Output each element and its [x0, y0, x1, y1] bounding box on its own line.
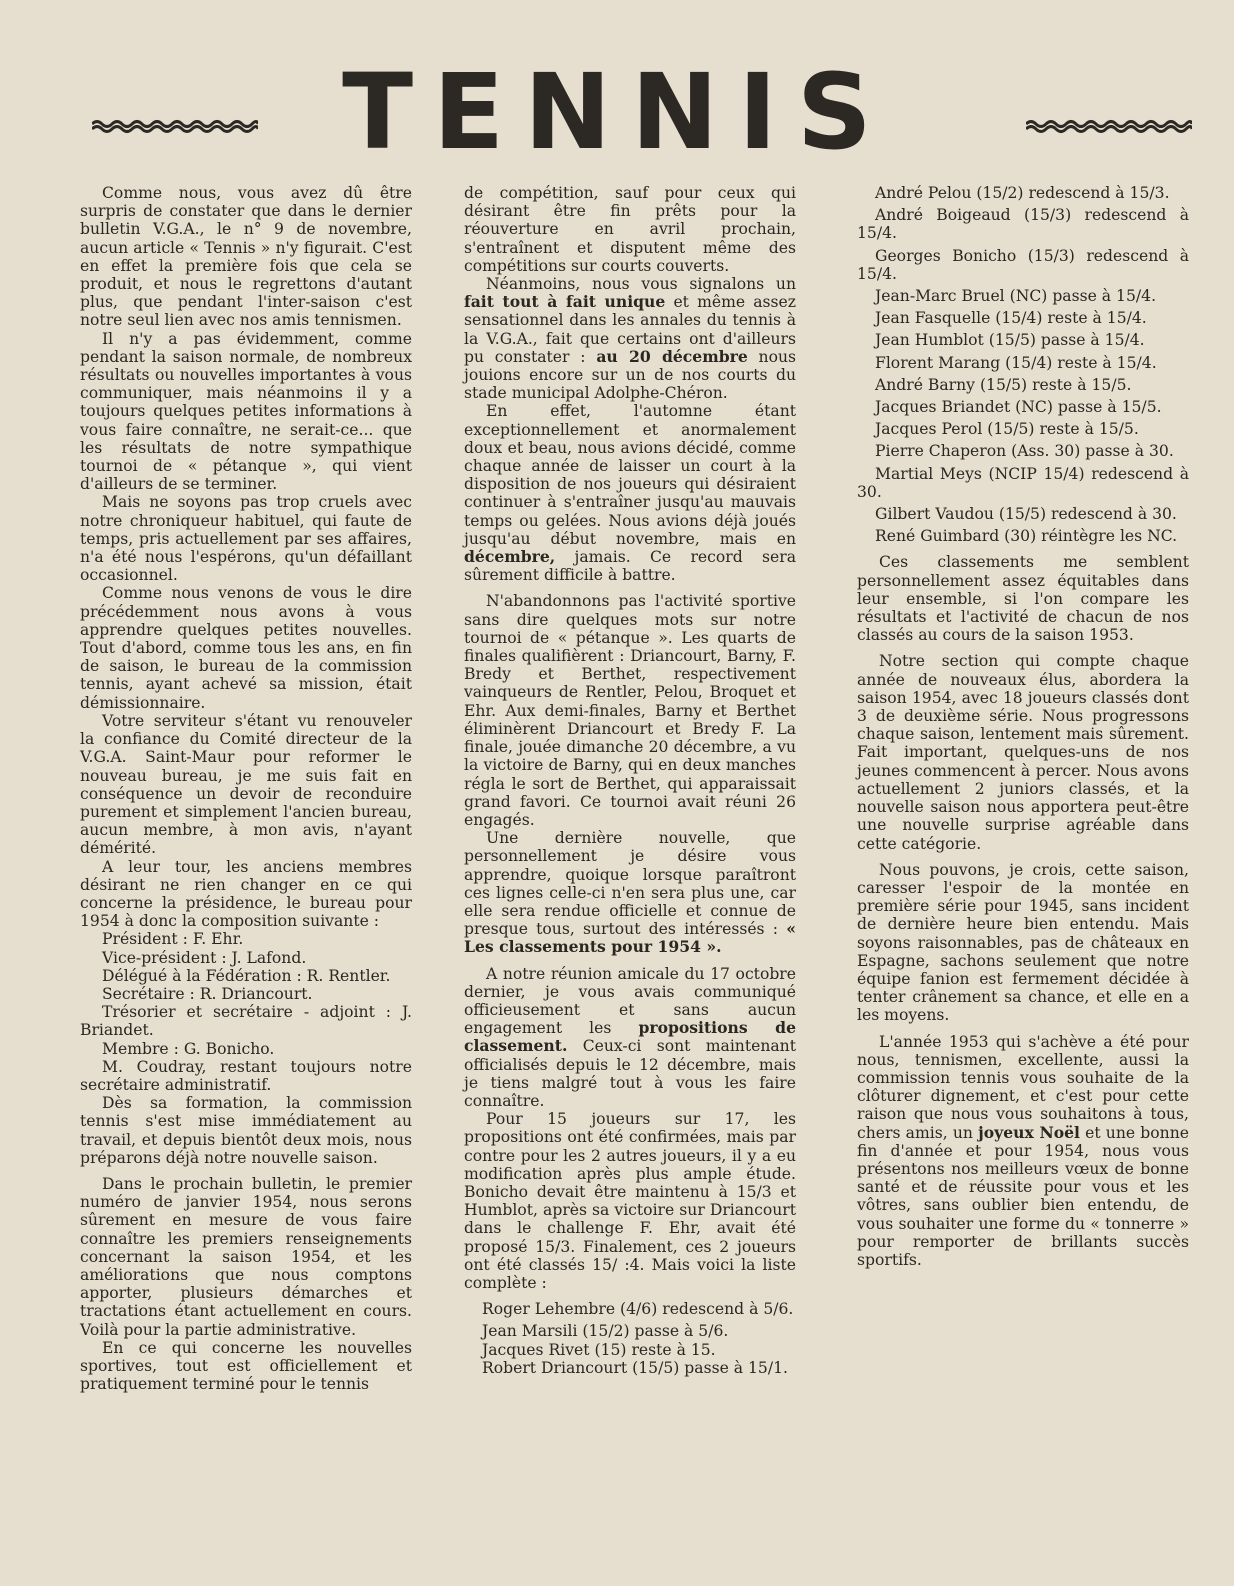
article-column-1: [80, 184, 412, 1393]
paragraph: Il n'y a pas évidemment, comme pendant la saison normale, de nombreux résultats ou nouvelles importantes à vous communiquer, mais néanmoins il y a toujours quelques petites informations à vous faire connaître, ne serait-ce... que les résultats de notre sympathique tournoi de « pétanque », qui vient d'ailleurs de se terminer.: [80, 329, 412, 494]
paragraph: Dans le prochain bulletin, le premier numéro de janvier 1954, nous serons sûrement en mesure de vous faire connaître les premiers renseignements concernant la saison 1954, et les améliorations que nous comptons apporter, plusieurs démarches et tractations étant actuellement en cours. Voilà pour la partie administrative.: [80, 1174, 412, 1339]
page-title: TENNIS: [342, 51, 892, 173]
paragraph: Notre section qui compte chaque année de nouveaux élus, abordera la saison 1954, avec 18 joueurs classés dont 3 de deuxième série. Nous progressons chaque saison, lentement mais sûrement. Fait important, quelques-uns de nos jeunes commencent à percer. Nous avons actuellement 2 juniors classés, et la nouvelle saison nous apportera peut-être une nouvelle surprise agréable dans cette catégorie.: [857, 652, 1189, 853]
ranking-item: Roger Lehembre (4/6) redescend à 5/6.: [482, 1300, 794, 1319]
ranking-item: Florent Marang (15/4) reste à 15/4.: [875, 353, 1157, 372]
paragraph: L'année 1953 qui s'achève a été pour nous, tennismen, excellente, aussi la commission tennis vous souhaite de la clôturer dignement, et c'est pour cette raison que nous vous souhaitons à tous, chers amis, un joyeux Noël et une bonne fin d'année et pour 1954, nous vous présentons nos meilleurs vœux de bonne santé et de réussite pour vous et les vôtres, sans oublier bien entendu, de vous souhaiter une forme du « tonnerre » pour remporter de brillants succès sportifs.: [857, 1032, 1189, 1269]
committee-president: Président : F. Ehr.: [102, 930, 244, 949]
ranking-item: André Boigeaud (15/3) redescend à 15/4.: [857, 206, 1189, 243]
paragraph: Ces classements me semblent personnellement assez équitables dans leur ensemble, si l'on compare les résultats et l'activité de chacun de nos classés au cours de la saison 1953.: [857, 553, 1189, 645]
paragraph: Néanmoins, nous vous signalons un fait tout à fait unique et même assez sensationnel dans les annales du tennis à la V.G.A., fait que certains ont d'ailleurs pu constater : au 20 décembre nous jouions encore sur un de nos courts du stade municipal Adolphe-Chéron.: [464, 275, 797, 403]
paragraph: N'abandonnons pas l'activité sportive sans dire quelques mots sur notre tournoi de « pétanque ». Les quarts de finales qualifièrent : Driancourt, Barny, F. Bredy et Berthet, respectivement vainqueurs de Rentler, Pelou, Broquet et Ehr. Aux demi-finales, Barny et Berthet éliminèrent Driancourt et Bredy F. La finale, jouée dimanche 20 décembre, a vu la victoire de Barny, qui en deux manches régla le sort de Berthet, qui apparaissait grand favori. Ce tournoi avait réuni 26 engagés.: [464, 592, 796, 829]
ranking-item: André Pelou (15/2) redescend à 15/3.: [875, 184, 1170, 202]
emphasis: décembre,: [464, 547, 556, 567]
wavy-rule-right: [1026, 118, 1192, 134]
paragraph: Mais ne soyons pas trop cruels avec notre chroniqueur habituel, qui faute de temps, pris actuellement par ses affaires, n'a été nous l'espérons, qu'un défaillant occasionnel.: [80, 493, 412, 585]
wavy-rule-left: [92, 118, 258, 134]
ranking-item: Jacques Briandet (NC) passe à 15/5.: [875, 398, 1162, 417]
committee-treasurer: Trésorier et secrétaire - adjoint : J. Briandet.: [80, 1003, 412, 1040]
article-column-2: [464, 184, 796, 1381]
committee-vice-president: Vice-président : J. Lafond.: [102, 948, 307, 967]
ranking-item: Pierre Chaperon (Ass. 30) passe à 30.: [875, 442, 1174, 461]
ranking-item: Martial Meys (NCIP 15/4) redescend à 30.: [857, 464, 1189, 501]
ranking-item: Jacques Rivet (15) reste à 15.: [482, 1340, 716, 1359]
ranking-item: André Barny (15/5) reste à 15/5.: [875, 375, 1132, 394]
paragraph: Comme nous, vous avez dû être surpris de constater que dans le dernier bulletin V.G.A., le n° 9 de novembre, aucun article « Tennis » n'y figurait. C'est en effet la première fois que cela se produit, et nous le regrettons d'autant plus, que pendant l'inter-saison c'est notre seul lien avec nos amis tennismen.: [80, 184, 412, 330]
paragraph: Comme nous venons de vous le dire précédemment nous avons à vous apprendre quelques petites nouvelles. Tout d'abord, comme tous les ans, en fin de saison, le bureau de la commission tennis, ayant achevé sa mission, était démissionnaire.: [80, 584, 412, 712]
ranking-item: Jean Marsili (15/2) passe à 5/6.: [482, 1322, 729, 1341]
committee-delegate: Délégué à la Fédération : R. Rentler.: [102, 966, 391, 985]
committee-secretary: Secrétaire : R. Driancourt.: [102, 984, 313, 1003]
emphasis: « Les classements pour 1954 ».: [464, 919, 796, 957]
paragraph: En ce qui concerne les nouvelles sportives, tout est officiellement et pratiquement terminé pour le tennis: [80, 1338, 412, 1394]
committee-member: Membre : G. Bonicho.: [102, 1039, 275, 1058]
paragraph: de compétition, sauf pour ceux qui désirant être fin prêts pour la réouverture en avril prochain, s'entraînent et disputent même des compétitions sur courts couverts.: [464, 184, 796, 275]
paragraph: M. Coudray, restant toujours notre secrétaire administratif.: [80, 1057, 412, 1094]
ranking-item: Georges Bonicho (15/3) redescend à 15/4.: [857, 246, 1189, 283]
ranking-item: Gilbert Vaudou (15/5) redescend à 30.: [875, 505, 1177, 524]
paragraph: En effet, l'automne étant exceptionnellement et anormalement doux et beau, nous avions décidé, comme chaque année de laisser un court à la disposition de nos joueurs qui désiraient continuer à s'entraîner jusqu'au mauvais temps ou gelées. Nous avions déjà joués jusqu'au début novembre, mais en décembre, jamais. Ce record sera sûrement difficile à battre.: [464, 402, 796, 585]
ranking-item: Jean Humblot (15/5) passe à 15/4.: [875, 331, 1145, 350]
ranking-item: Robert Driancourt (15/5) passe à 15/1.: [482, 1358, 788, 1377]
ranking-item: Jean-Marc Bruel (NC) passe à 15/4.: [875, 287, 1157, 306]
paragraph: Pour 15 joueurs sur 17, les propositions ont été confirmées, mais par contre pour les 2 autres joueurs, il y a eu modification après plus ample étude. Bonicho devait être maintenu à 15/3 et Humblot, après sa victoire sur Driancourt dans le challenge F. Ehr, avait été proposé 15/3. Finalement, ces 2 joueurs ont été classés 15/ :4. Mais voici la liste complète :: [464, 1110, 796, 1292]
paragraph: Nous pouvons, je crois, cette saison, caresser l'espoir de la montée en première série pour 1945, sans incident de dernière heure bien entendu. Mais soyons raisonnables, pas de châteaux en Espagne, sachons seulement que notre équipe fanion est fermement décidée à tenter crânement sa chance, et elle en a les moyens.: [857, 860, 1189, 1025]
emphasis: fait tout à fait unique: [464, 292, 666, 312]
paragraph: Dès sa formation, la commission tennis s'est mise immédiatement au travail, et depuis bientôt deux mois, nous préparons déjà notre nouvelle saison.: [80, 1094, 412, 1167]
paragraph: Une dernière nouvelle, que personnellement je désire vous apprendre, quoique lorsque paraîtront ces lignes celle-ci n'en sera plus une, car elle sera rendue officielle et connue de presque tous, surtout des intéressés : « Les classements pour 1954 ».: [464, 829, 796, 957]
paragraph: A leur tour, les anciens membres désirant ne rien changer en ce qui concerne la présidence, le bureau pour 1954 à donc la composition suivante :: [80, 857, 412, 931]
article-column-3: [857, 184, 1189, 1269]
emphasis: joyeux Noël: [978, 1122, 1080, 1142]
paragraph: Votre serviteur s'étant vu renouveler la confiance du Comité directeur de la V.G.A. Saint-Maur pour reformer le nouveau bureau, je me suis fait en conséquence un devoir de reconduire purement et simplement l'ancien bureau, aucun membre, à mon avis, n'ayant démérité.: [80, 711, 412, 858]
ranking-item: Jean Fasquelle (15/4) reste à 15/4.: [875, 309, 1147, 328]
ranking-item: Jacques Perol (15/5) reste à 15/5.: [875, 420, 1139, 439]
emphasis: propositions de classement.: [464, 1018, 796, 1056]
paragraph: A notre réunion amicale du 17 octobre dernier, je vous avais communiqué officieusement et sans aucun engagement les propositions de classement. Ceux-ci sont maintenant officialisés depuis le 12 décembre, mais je tiens malgré tout à vous les faire connaître.: [464, 964, 796, 1110]
emphasis: au 20 décembre: [596, 346, 748, 366]
ranking-item: René Guimbard (30) réintègre les NC.: [875, 527, 1178, 546]
